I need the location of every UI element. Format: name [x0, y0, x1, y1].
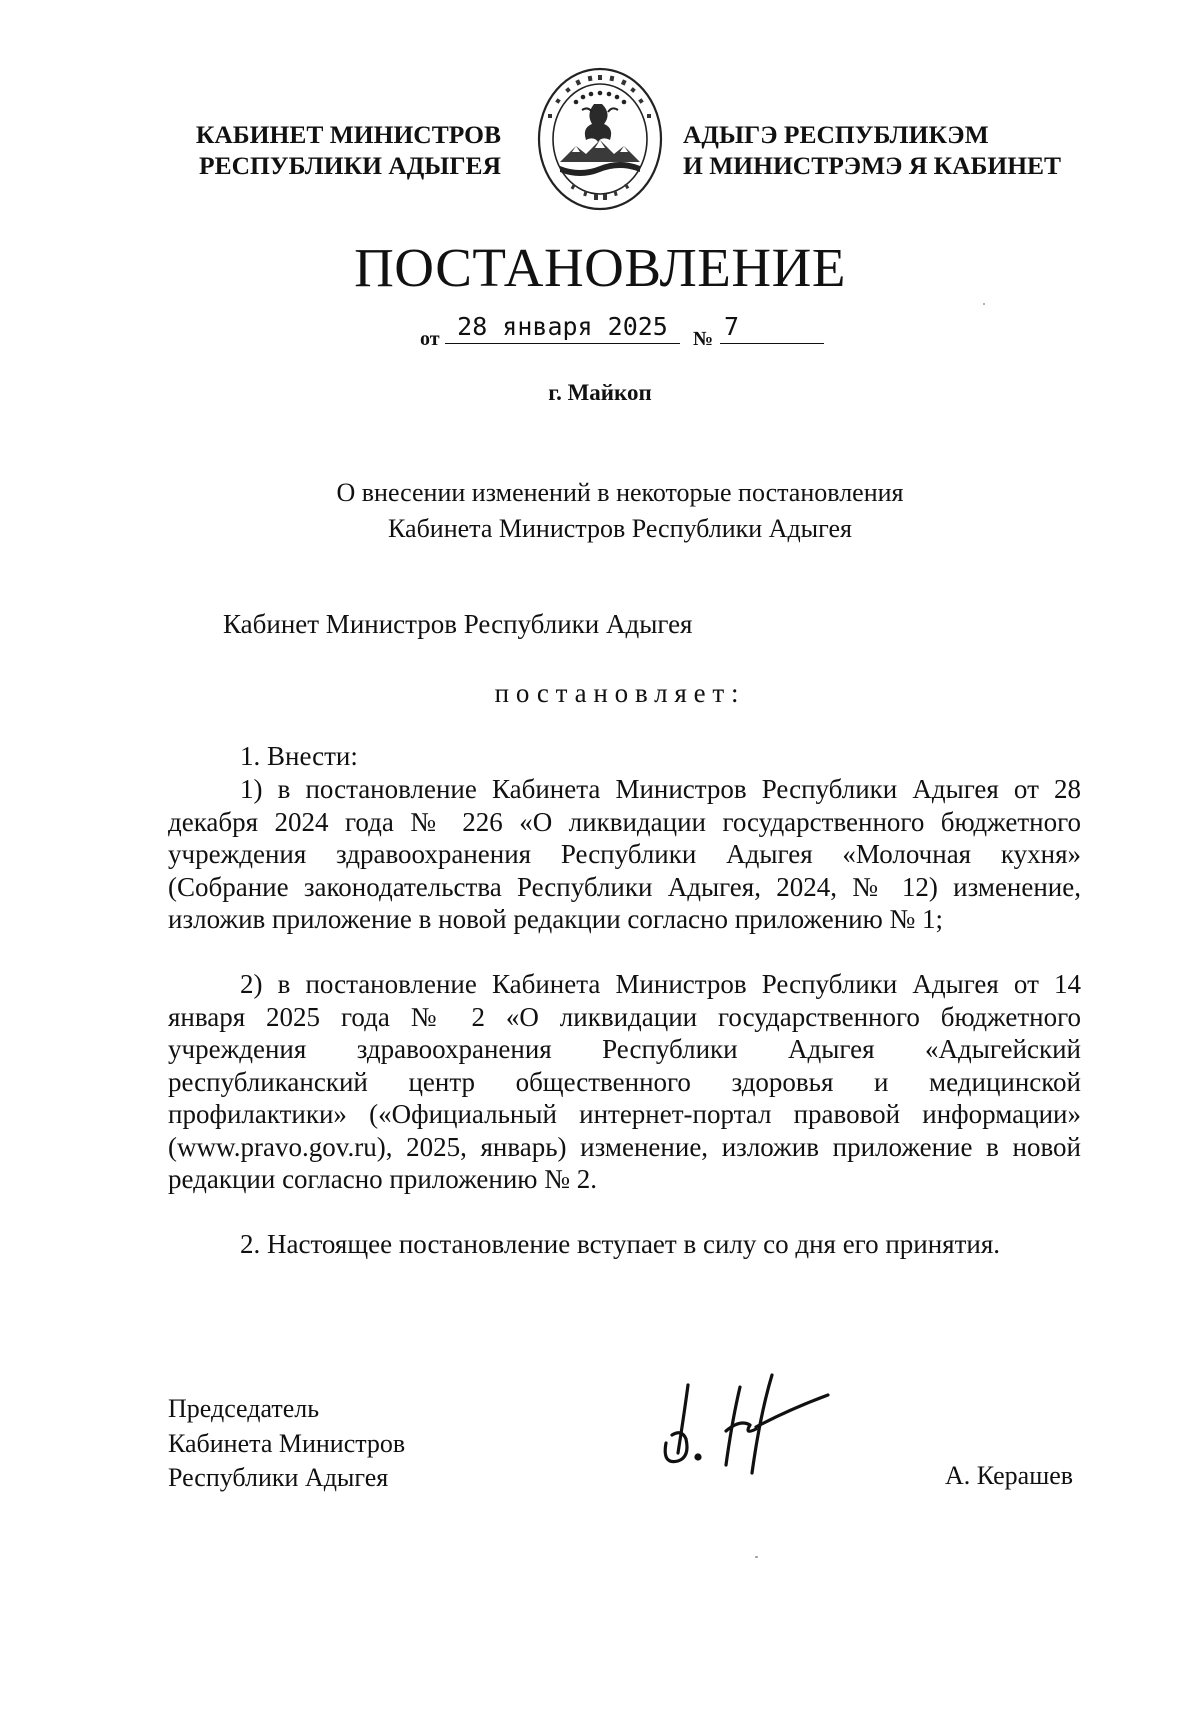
date-prefix: от	[420, 328, 440, 350]
signatory-title-line-1: Председатель	[168, 1394, 320, 1423]
document-title-line-2: Кабинета Министров Республики Адыгея	[388, 514, 852, 543]
issuer-header-adyghe	[683, 119, 1073, 181]
decree-word: постановляет:	[494, 678, 746, 708]
document-type: ПОСТАНОВЛЕНИЕ	[354, 237, 846, 298]
coat-of-arms-emblem	[536, 66, 664, 212]
issuer-header-russian-line-2: РЕСПУБЛИКИ АДЫГЕЯ	[199, 151, 501, 180]
paragraph-1-item-2: 2) в постановление Кабинета Министров Республики Адыгея от 14 января 2025 года № 2 «О ликвидации государственного бюджетного учреждения здравоохранения Республики Адыгея «Адыгейский республиканский центр общественного здоровья и медицинской профилактики» («Официальный интернет-портал правовой информации» (www.pravo.gov.ru), 2025, январь) изменение, изложив приложение в новой редакции согласно приложению № 2.	[168, 969, 1081, 1194]
paragraph-2: 2. Настоящее постановление вступает в силу со дня его принятия.	[240, 1229, 1001, 1259]
document-number: 7	[720, 312, 824, 344]
issuer-header-russian	[176, 119, 501, 181]
document-title-line-1: О внесении изменений в некоторые постановления	[336, 478, 904, 507]
scan-speck	[755, 1556, 758, 1558]
issuer-header-adyghe-line-1: АДЫГЭ РЕСПУБЛИКЭМ	[683, 120, 989, 149]
signer-name: А. Керашев	[945, 1461, 1074, 1490]
paragraph-1: 1. Внести:	[240, 741, 358, 771]
signatory-title-line-2: Кабинета Министров	[168, 1428, 406, 1458]
signature-icon	[660, 1365, 850, 1485]
coat-of-arms-icon	[536, 66, 664, 212]
signatory-title-line-3: Республики Адыгея	[168, 1463, 389, 1492]
document-date: 28 января 2025	[445, 312, 680, 344]
document-city: г. Майкоп	[548, 380, 652, 405]
signatory-title	[168, 1392, 405, 1496]
issuer-header-russian-line-1: КАБИНЕТ МИНИСТРОВ	[195, 120, 501, 149]
paragraph-1-item-1: 1) в постановление Кабинета Министров Республики Адыгея от 28 декабря 2024 года № 226 «О ликвидации государственного бюджетного учреждения здравоохранения Республики Адыгея «Молочная кухня» (Собрание законодательства Республики Адыгея, 2024, № 12) изменение, изложив приложение в новой редакции согласно приложению № 1;	[168, 774, 1081, 934]
document-title	[0, 475, 1200, 547]
issuer-header-adyghe-line-2: И МИНИСТРЭМЭ Я КАБИНЕТ	[683, 151, 1062, 180]
number-label: №	[693, 328, 714, 350]
scan-speck	[983, 303, 985, 305]
issuer-statement: Кабинет Министров Республики Адыгея	[223, 609, 693, 639]
handwritten-signature	[660, 1365, 850, 1485]
